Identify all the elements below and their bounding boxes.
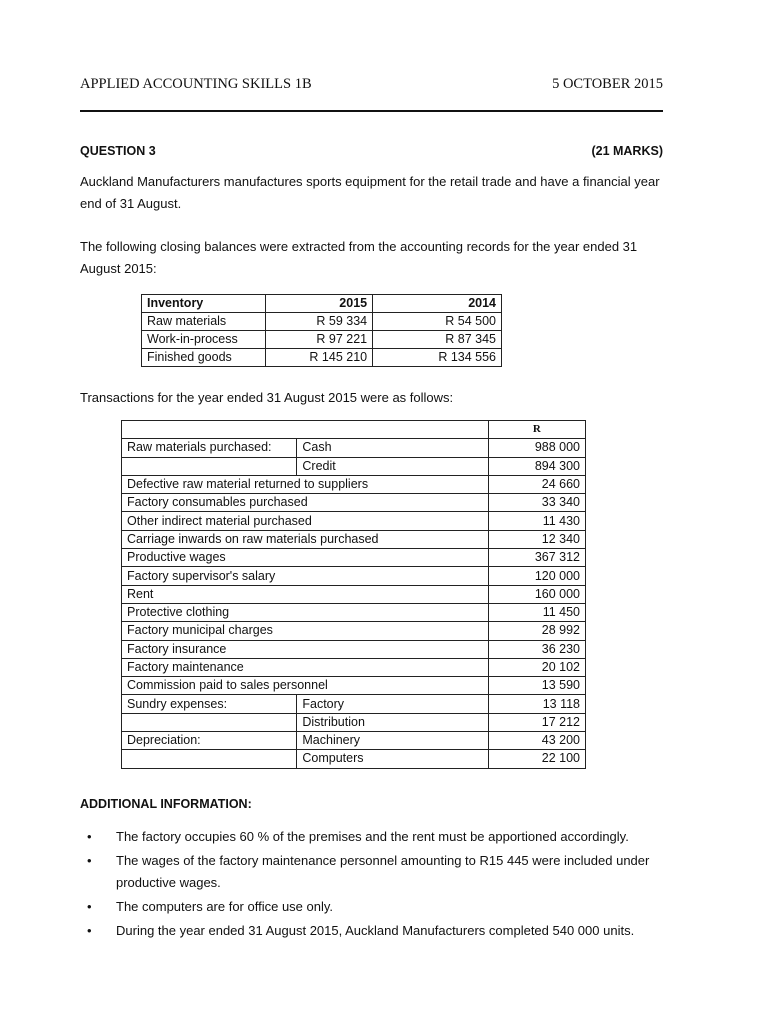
table-cell: Factory insurance <box>122 640 489 658</box>
table-cell-amount: 33 340 <box>488 494 585 512</box>
table-cell: Finished goods <box>142 349 266 367</box>
table-row <box>122 658 586 676</box>
table-header-cell: 2015 <box>265 295 373 313</box>
table-row <box>142 349 502 367</box>
table-header-cell <box>122 421 489 439</box>
table-cell-amount: 11 450 <box>488 603 585 621</box>
table-cell: Machinery <box>297 732 488 750</box>
table-cell-amount: 13 118 <box>488 695 585 713</box>
table-cell-amount: 367 312 <box>488 549 585 567</box>
transactions-table <box>121 420 586 769</box>
inventory-table <box>141 294 502 367</box>
bullet-icon: • <box>87 829 92 844</box>
table-cell: Depreciation: <box>122 732 297 750</box>
table-cell: Factory <box>297 695 488 713</box>
table-cell: R 134 556 <box>373 349 502 367</box>
table-cell-amount: 28 992 <box>488 622 585 640</box>
question-marks: (21 MARKS) <box>591 144 663 158</box>
bullet-icon: • <box>87 853 92 868</box>
table-cell-amount: 160 000 <box>488 585 585 603</box>
table-row <box>122 677 586 695</box>
table-cell: Factory maintenance <box>122 658 489 676</box>
table-cell: R 97 221 <box>265 331 373 349</box>
table-cell <box>122 713 297 731</box>
currency-header: R <box>488 421 585 439</box>
table-cell: R 87 345 <box>373 331 502 349</box>
table-cell: Rent <box>122 585 489 603</box>
table-row <box>122 732 586 750</box>
table-row <box>122 713 586 731</box>
table-header-row <box>142 295 502 313</box>
table-row <box>142 331 502 349</box>
bullet-icon: • <box>87 923 92 938</box>
list-item <box>80 826 680 848</box>
table-row <box>122 622 586 640</box>
table-header-row <box>122 421 586 439</box>
table-cell-amount: 11 430 <box>488 512 585 530</box>
table-cell-amount: 20 102 <box>488 658 585 676</box>
page-header <box>80 76 663 96</box>
table-cell <box>122 750 297 768</box>
table-cell-amount: 36 230 <box>488 640 585 658</box>
table-cell-amount: 43 200 <box>488 732 585 750</box>
table-cell: Defective raw material returned to suppliers <box>122 475 489 493</box>
intro-paragraph: Auckland Manufacturers manufactures sports equipment for the retail trade and have a financial year end of 31 August. <box>80 174 660 211</box>
table-row <box>122 530 586 548</box>
table-cell-amount: 24 660 <box>488 475 585 493</box>
table-cell: Sundry expenses: <box>122 695 297 713</box>
table-cell: Work-in-process <box>142 331 266 349</box>
balances-intro: The following closing balances were extracted from the accounting records for the year ended 31 August 2015: <box>80 239 638 276</box>
table-row <box>122 750 586 768</box>
table-cell: R 54 500 <box>373 313 502 331</box>
additional-info-list <box>80 826 680 944</box>
list-item-text: During the year ended 31 August 2015, Auckland Manufacturers completed 540 000 units. <box>116 923 635 938</box>
table-cell: Productive wages <box>122 549 489 567</box>
table-cell: Commission paid to sales personnel <box>122 677 489 695</box>
table-cell: Computers <box>297 750 488 768</box>
table-cell-amount: 13 590 <box>488 677 585 695</box>
table-row <box>122 695 586 713</box>
table-row <box>122 475 586 493</box>
table-cell-amount: 22 100 <box>488 750 585 768</box>
table-header-cell: Inventory <box>142 295 266 313</box>
list-item-text: The factory occupies 60 % of the premises and the rent must be apportioned accordingly. <box>116 829 629 844</box>
table-row <box>122 439 586 457</box>
table-cell: Other indirect material purchased <box>122 512 489 530</box>
table-row <box>122 585 586 603</box>
question-label: QUESTION 3 <box>80 144 156 158</box>
table-cell: Factory municipal charges <box>122 622 489 640</box>
table-cell: Protective clothing <box>122 603 489 621</box>
table-row <box>122 512 586 530</box>
list-item <box>80 850 680 894</box>
list-item-text: The wages of the factory maintenance personnel amounting to R15 445 were included under productive wages. <box>116 853 650 890</box>
course-title: APPLIED ACCOUNTING SKILLS 1B <box>80 76 312 92</box>
table-cell-amount: 988 000 <box>488 439 585 457</box>
table-row <box>122 549 586 567</box>
table-cell: Factory consumables purchased <box>122 494 489 512</box>
table-cell: Raw materials <box>142 313 266 331</box>
table-cell: R 145 210 <box>265 349 373 367</box>
table-cell-amount: 120 000 <box>488 567 585 585</box>
table-cell: Distribution <box>297 713 488 731</box>
table-row <box>122 494 586 512</box>
list-item-text: The computers are for office use only. <box>116 899 334 914</box>
table-cell: Carriage inwards on raw materials purchased <box>122 530 489 548</box>
table-cell: Cash <box>297 439 488 457</box>
question-heading <box>80 144 663 160</box>
table-cell: Raw materials purchased: <box>122 439 297 457</box>
table-header-cell: 2014 <box>373 295 502 313</box>
table-cell-amount: 12 340 <box>488 530 585 548</box>
header-divider <box>80 110 663 112</box>
list-item <box>80 896 680 918</box>
table-cell: Factory supervisor's salary <box>122 567 489 585</box>
list-item <box>80 920 680 942</box>
table-row <box>122 603 586 621</box>
table-row <box>122 567 586 585</box>
table-row <box>122 640 586 658</box>
bullet-icon: • <box>87 899 92 914</box>
table-cell: Credit <box>297 457 488 475</box>
table-cell-amount: 17 212 <box>488 713 585 731</box>
table-cell: R 59 334 <box>265 313 373 331</box>
transactions-intro: Transactions for the year ended 31 August 2015 were as follows: <box>80 390 454 405</box>
table-cell-amount: 894 300 <box>488 457 585 475</box>
table-cell <box>122 457 297 475</box>
exam-date: 5 OCTOBER 2015 <box>552 76 663 92</box>
table-row <box>142 313 502 331</box>
table-row <box>122 457 586 475</box>
additional-info-heading: ADDITIONAL INFORMATION: <box>80 797 252 811</box>
